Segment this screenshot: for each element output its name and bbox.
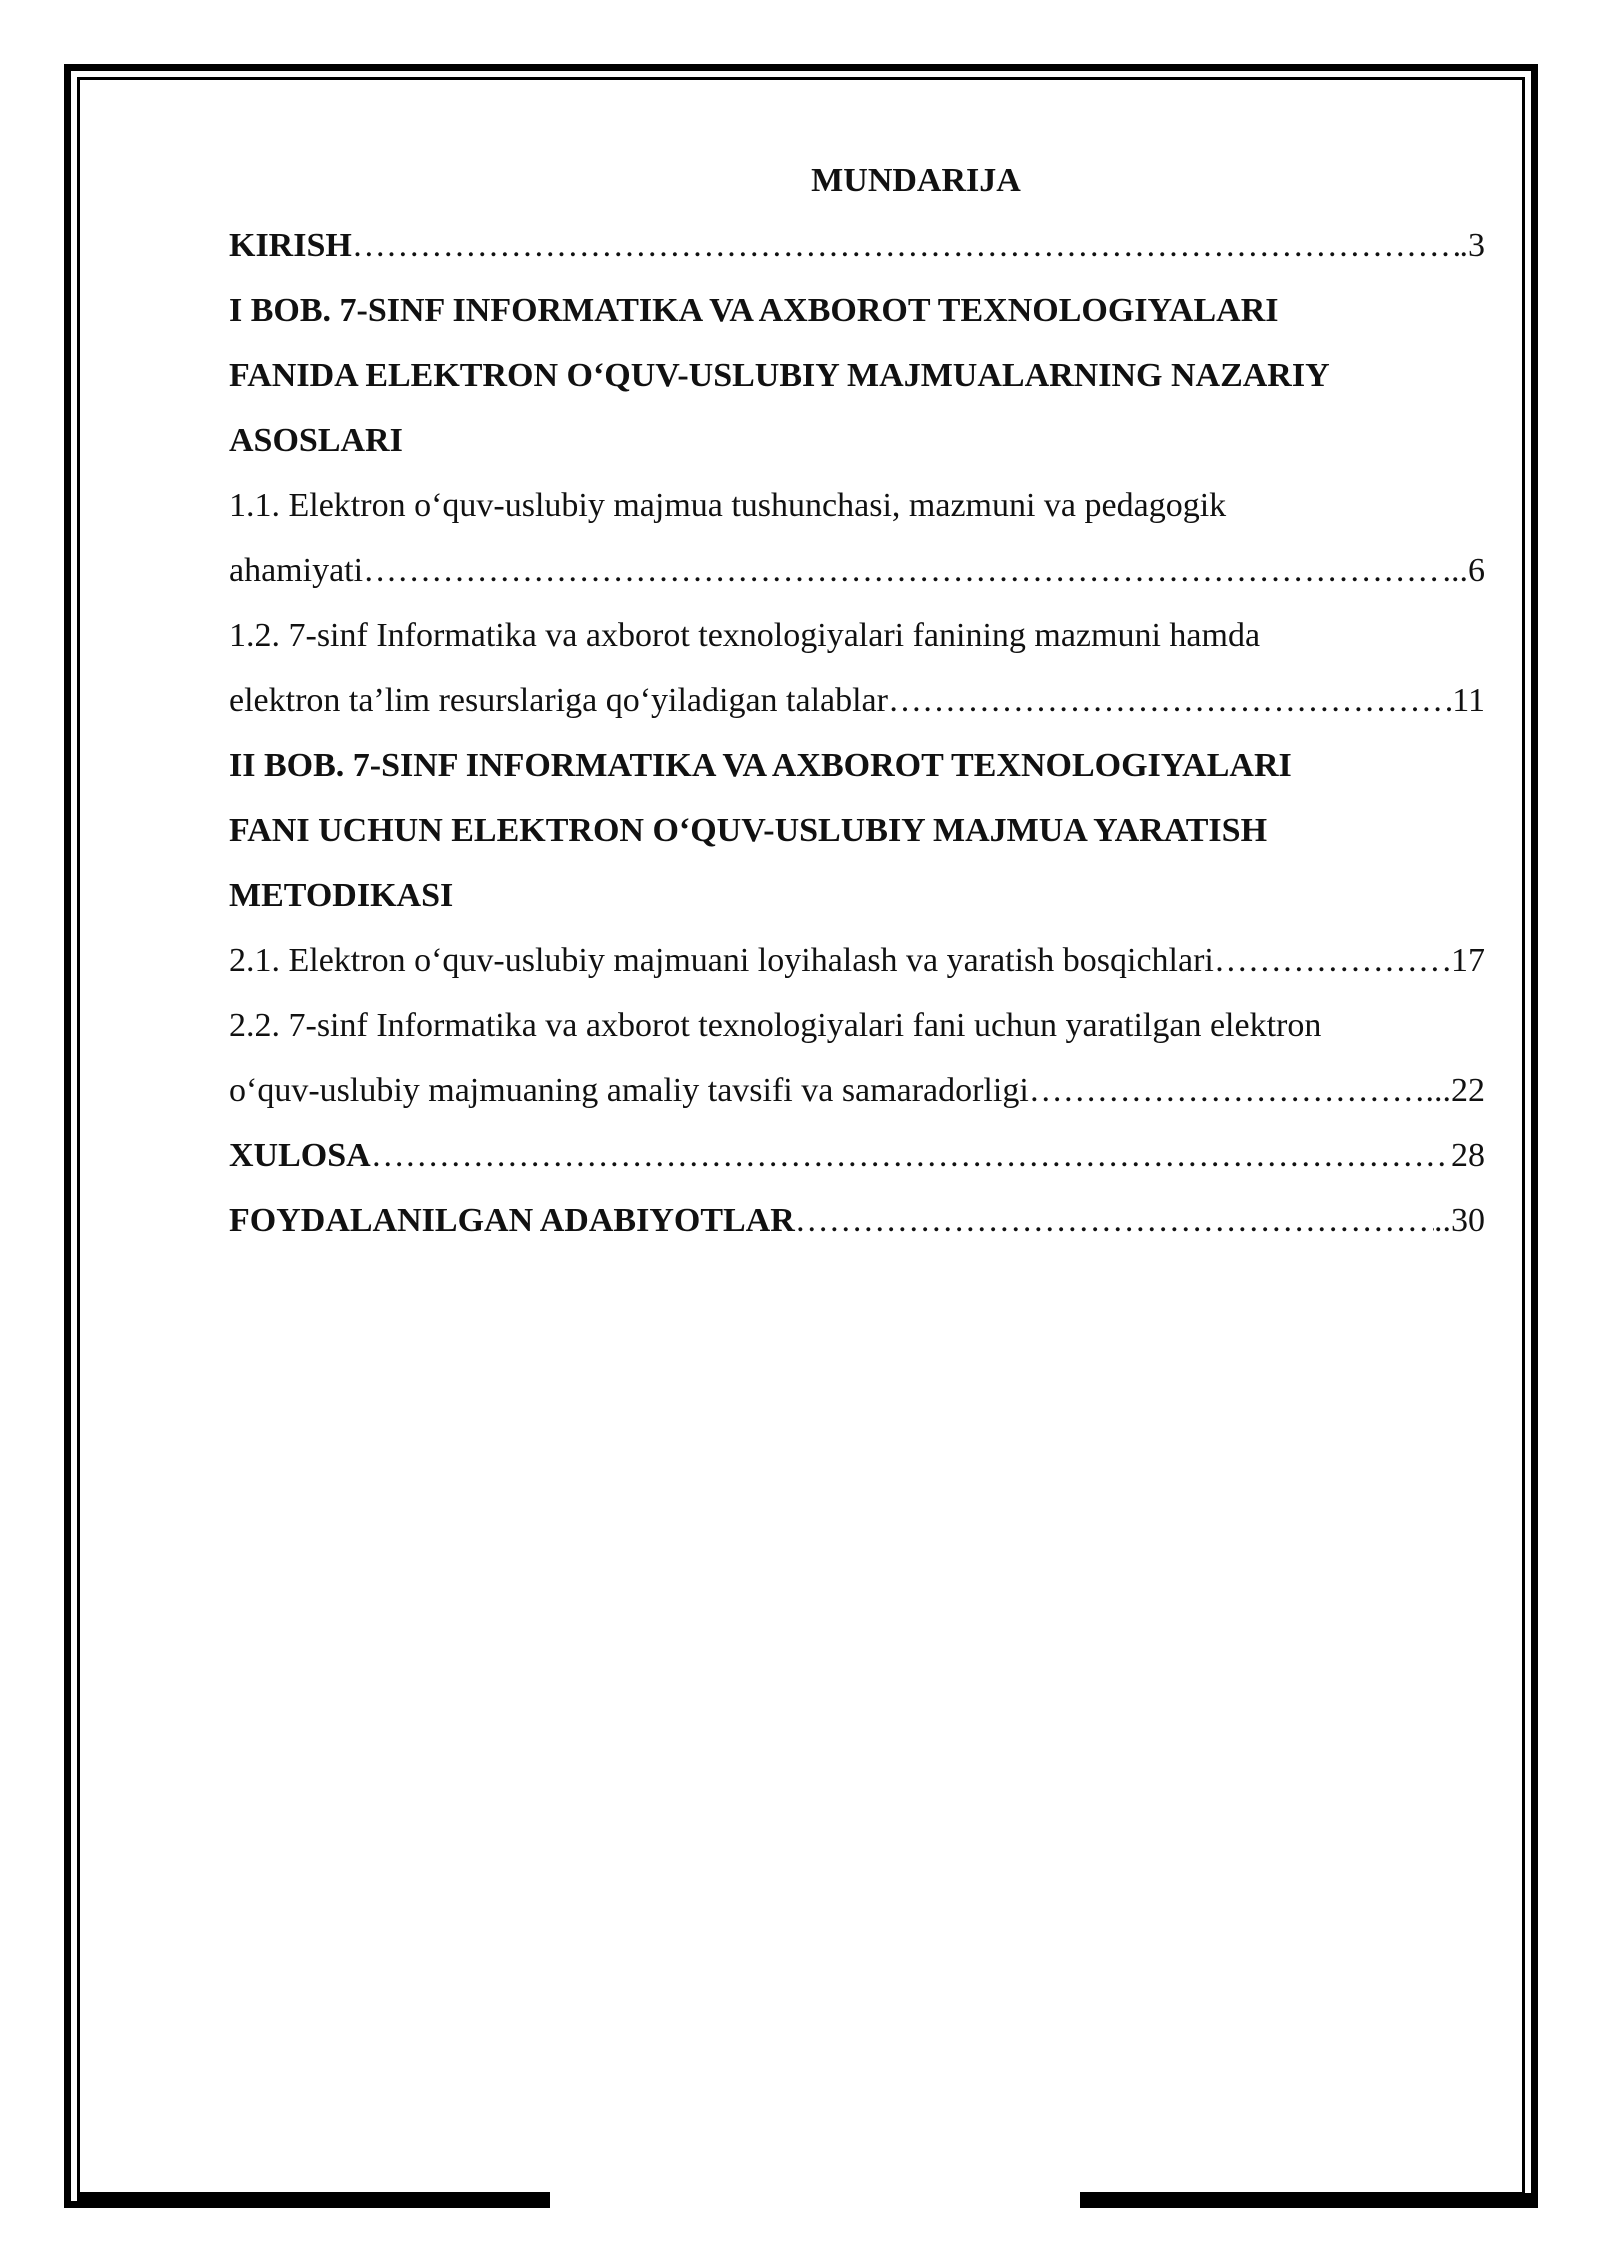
toc-entry-adabiyotlar[interactable] [229, 1188, 1485, 1253]
toc-entry-1-2[interactable] [229, 668, 1485, 733]
table-of-contents [229, 148, 1485, 1253]
leader-dots [352, 213, 1460, 278]
toc-entry-label: 2.1. Elektron o‘quv-uslubiy majmuani loyihalash va yaratish bosqichlari [229, 942, 1214, 979]
toc-entry-label: KIRISH [229, 227, 352, 264]
page-number: ..30 [1434, 1202, 1485, 1239]
toc-entry-1-1[interactable] [229, 538, 1485, 603]
border-bottom-left [77, 2193, 550, 2201]
border-gap [550, 2182, 1080, 2212]
page-number: .3 [1459, 227, 1485, 264]
toc-entry-label: ahamiyati [229, 552, 364, 589]
toc-entry-1-1-first-line[interactable]: 1.1. Elektron o‘quv-uslubiy majmua tushunchasi, mazmuni va pedagogik [229, 487, 1227, 524]
toc-entry-2-2-first-line[interactable]: 2.2. 7-sinf Informatika va axborot texnologiyalari fani uchun yaratilgan elektron [229, 1007, 1322, 1044]
chapter-2-heading-line[interactable]: FANI UCHUN ELEKTRON O‘QUV-USLUBIY MAJMUA YARATISH [229, 812, 1268, 849]
leader-dots [888, 668, 1452, 733]
page-number: ...6 [1442, 552, 1485, 589]
chapter-1-heading-line[interactable]: I BOB. 7-SINF INFORMATIKA VA AXBOROT TEXNOLOGIYALARI [229, 292, 1279, 329]
toc-entry-label: XULOSA [229, 1137, 371, 1174]
chapter-1-heading-line[interactable]: FANIDA ELEKTRON O‘QUV-USLUBIY MAJMUALARNING NAZARIY [229, 357, 1330, 394]
page-number: .17 [1442, 942, 1485, 979]
toc-entry-xulosa[interactable] [229, 1123, 1485, 1188]
toc-entry-2-2[interactable] [229, 1058, 1485, 1123]
page-number: ...22 [1425, 1072, 1485, 1109]
leader-dots [363, 538, 1442, 603]
toc-entry-1-2-first-line[interactable]: 1.2. 7-sinf Informatika va axborot texnologiyalari fanining mazmuni hamda [229, 617, 1261, 654]
chapter-2-heading-line[interactable]: II BOB. 7-SINF INFORMATIKA VA AXBOROT TEXNOLOGIYALARI [229, 747, 1292, 784]
toc-entry-label: elektron ta’lim resurslariga qo‘yiladigan talablar [229, 682, 888, 719]
leader-dots [371, 1123, 1451, 1188]
border-bottom-right [1080, 2193, 1538, 2201]
toc-entry-label: o‘quv-uslubiy majmuaning amaliy tavsifi va samaradorligi [229, 1072, 1029, 1109]
leader-dots [795, 1188, 1434, 1253]
chapter-1-heading-line[interactable]: ASOSLARI [229, 422, 403, 459]
leader-dots [1214, 928, 1443, 993]
toc-entry-kirish[interactable] [229, 213, 1485, 278]
toc-title: MUNDARIJA [811, 162, 1021, 199]
chapter-2-heading-line[interactable]: METODIKASI [229, 877, 454, 914]
toc-entry-label: FOYDALANILGAN ADABIYOTLAR [229, 1202, 795, 1239]
page-number: 11 [1452, 682, 1485, 719]
leader-dots [1029, 1058, 1426, 1123]
page-number: 28 [1451, 1137, 1485, 1174]
toc-entry-2-1[interactable] [229, 928, 1485, 993]
